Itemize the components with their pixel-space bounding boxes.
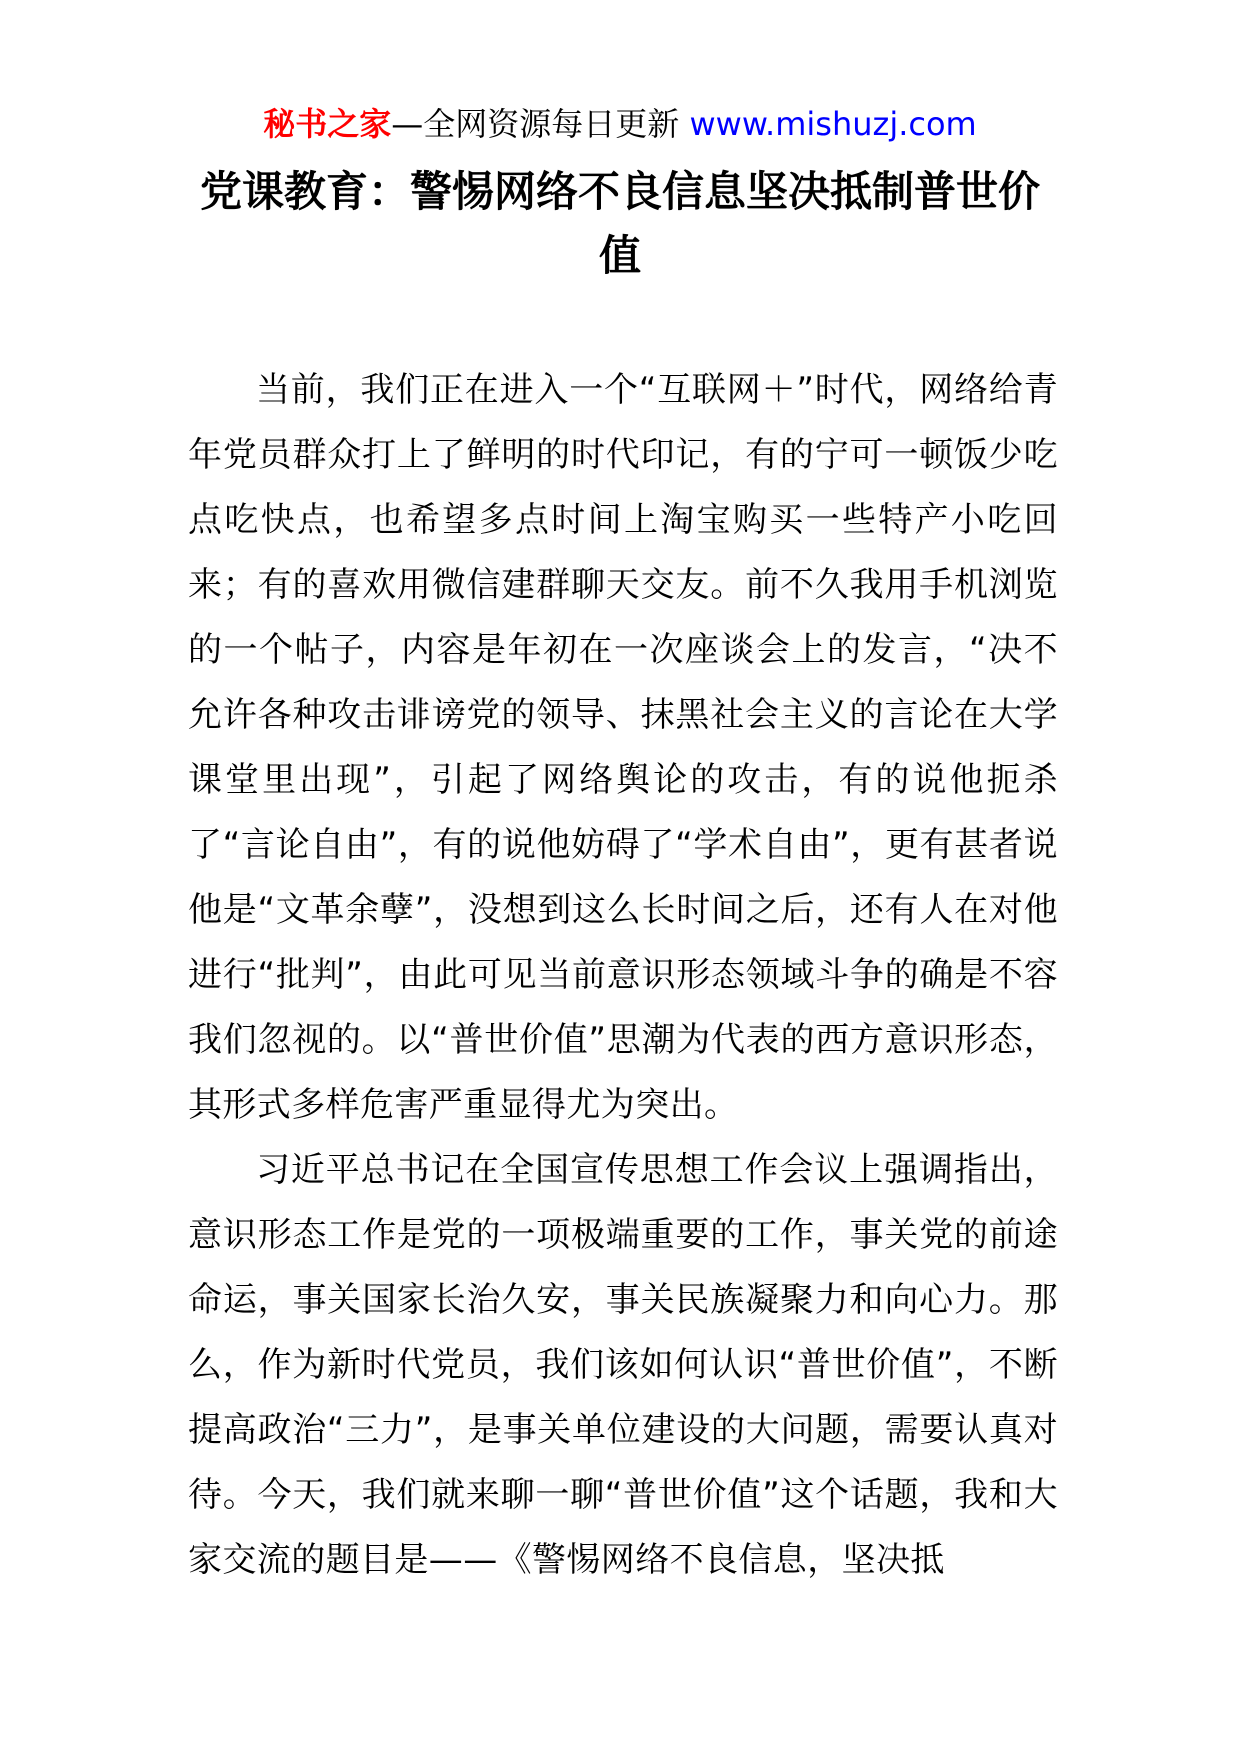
site-brand: 秘书之家 — [263, 105, 392, 143]
document-title: 党课教育：警惕网络不良信息坚决抵制普世价值 — [199, 167, 1040, 280]
site-tagline: —全网资源每日更新 — [391, 105, 690, 143]
site-url-link[interactable]: www.mishuzj.com — [689, 105, 977, 143]
paragraph-intro: 当前，我们正在进入一个“互联网＋”时代，网络给青年党员群众打上了鲜明的时代印记，有的宁可一顿饭少吃点吃快点，也希望多点时间上淘宝购买一些特产小吃回来；有的喜欢用微信建群聊天交友。前不久我用手机浏览的一个帖子，内容是年初在一次座谈会上的发言，“决不允许各种攻击诽谤党的领导、抹黑社会主义的言论在大学课堂里出现”，引起了网络舆论的攻击，有的说他扼杀了“言论自由”，有的说他妨碍了“学术自由”，更有甚者说他是“文革余孽”，没想到这么长时间之后，还有人在对他进行“批判”，由此可见当前意识形态领域斗争的确是不容我们忽视的。以“普世价值”思潮为代表的西方意识形态，其形式多样危害严重显得尤为突出。 — [188, 370, 1058, 1125]
site-header — [0, 104, 1240, 144]
document-body — [188, 358, 1058, 1593]
paragraph-xi-quote: 习近平总书记在全国宣传思想工作会议上强调指出，意识形态工作是党的一项极端重要的工作，事关党的前途命运，事关国家长治久安，事关民族凝聚力和向心力。那么，作为新时代党员，我们该如何认识“普世价值”，不断提高政治“三力”，是事关单位建设的大问题，需要认真对待。今天，我们就来聊一聊“普世价值”这个话题，我和大家交流的题目是——《警惕网络不良信息，坚决抵 — [188, 1150, 1058, 1580]
